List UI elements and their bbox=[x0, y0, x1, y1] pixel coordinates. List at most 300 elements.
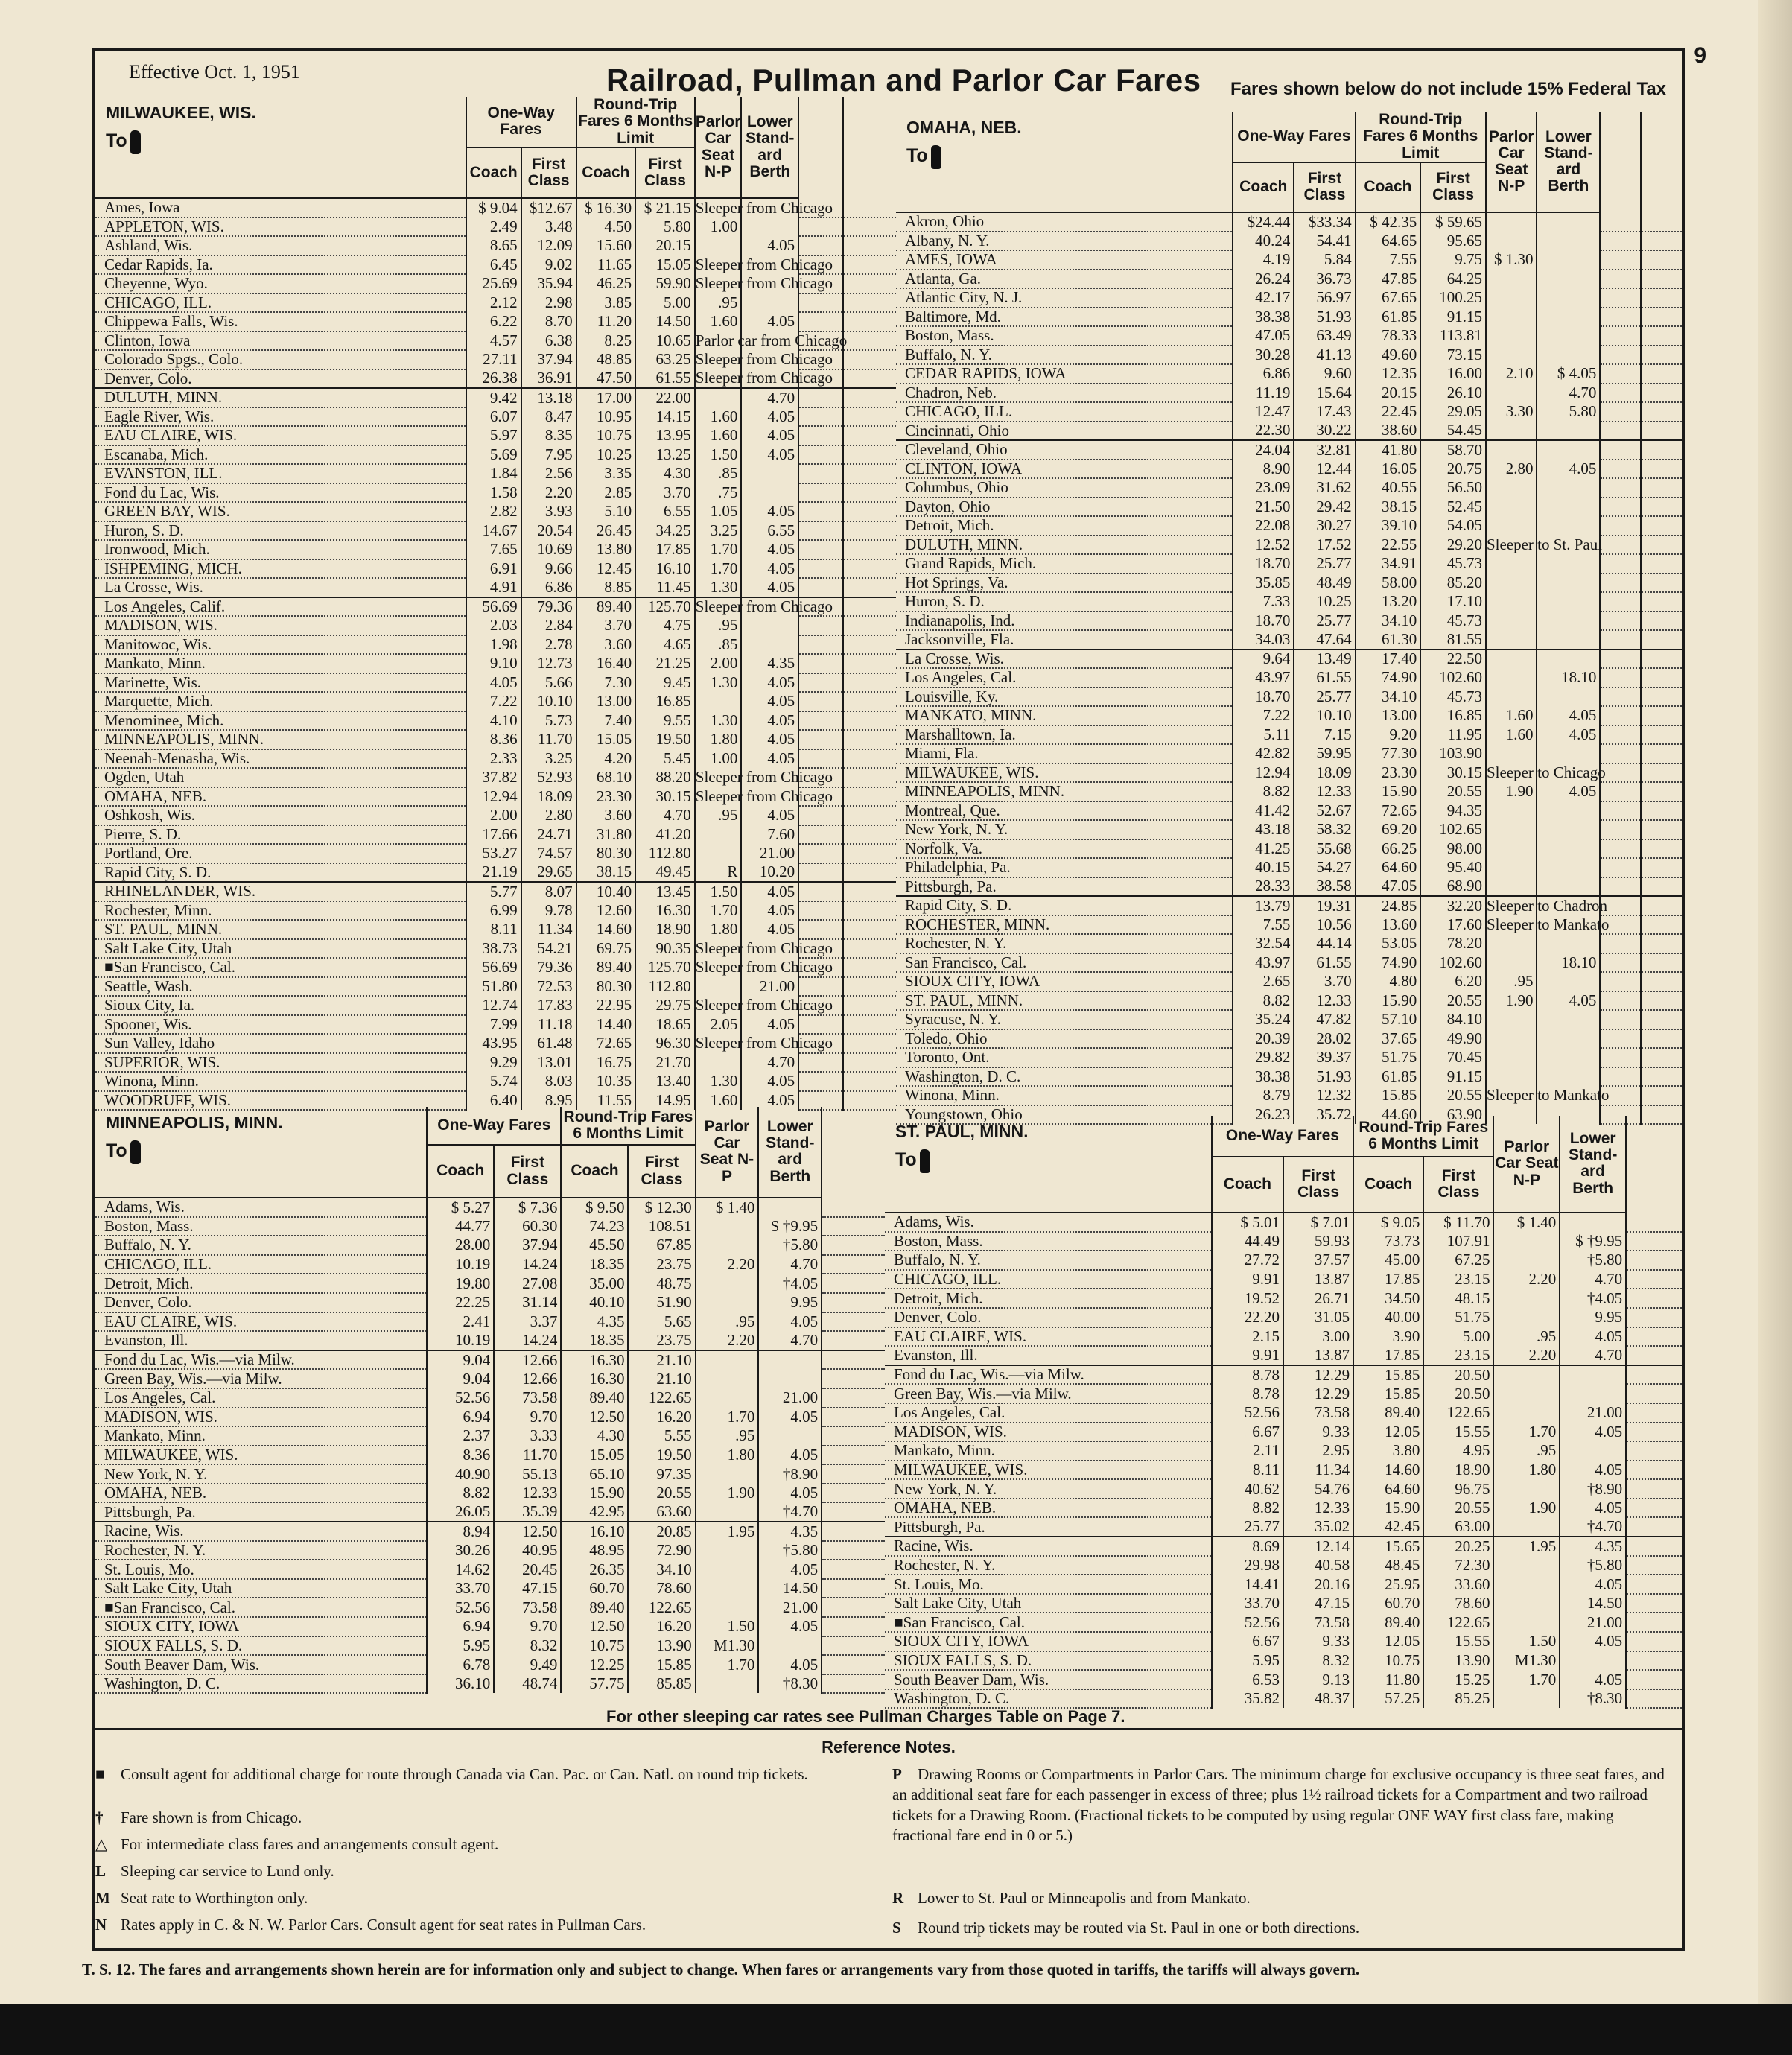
fare-value: 42.95 bbox=[561, 1502, 628, 1522]
fare-value: 54.76 bbox=[1283, 1479, 1353, 1499]
blank-cell bbox=[843, 521, 896, 541]
blank-cell bbox=[798, 711, 843, 731]
destination-name: Chadron, Neb. bbox=[896, 384, 1233, 403]
destination-name: MINNEAPOLIS, MINN. bbox=[896, 782, 1233, 801]
fare-value: 9.66 bbox=[521, 559, 576, 579]
pointing-hand-icon bbox=[920, 1149, 930, 1173]
blank-cell bbox=[1600, 498, 1641, 517]
lower-berth-fare bbox=[1537, 592, 1600, 612]
fare-row bbox=[885, 1384, 1682, 1403]
blank-cell bbox=[1641, 763, 1682, 783]
fare-value: 10.19 bbox=[427, 1331, 494, 1350]
parlor-seat-fare: 1.50 bbox=[1493, 1632, 1560, 1651]
fare-value: 25.77 bbox=[1294, 612, 1355, 631]
fare-value: 12.50 bbox=[561, 1408, 628, 1427]
blank-cell bbox=[1641, 402, 1682, 422]
lower-berth-fare: 4.35 bbox=[758, 1522, 822, 1541]
blank-column-header bbox=[843, 97, 896, 198]
fare-value: 12.33 bbox=[1294, 782, 1355, 801]
parlor-seat-fare: 1.90 bbox=[1493, 1499, 1560, 1518]
blank-cell bbox=[1600, 820, 1641, 839]
lower-berth-fare: 4.05 bbox=[1560, 1499, 1626, 1518]
lower-berth-fare: 4.05 bbox=[741, 407, 798, 427]
fare-value: 44.14 bbox=[1294, 934, 1355, 953]
destination-name: Miami, Fla. bbox=[896, 744, 1233, 763]
blank-cell bbox=[1626, 1365, 1682, 1385]
blank-cell bbox=[1626, 1384, 1682, 1403]
fare-value: 89.40 bbox=[561, 1388, 628, 1408]
parlor-seat-fare bbox=[1486, 612, 1537, 631]
fare-value: 20.16 bbox=[1283, 1575, 1353, 1594]
fare-value: 12.45 bbox=[576, 559, 636, 579]
blank-cell bbox=[1641, 308, 1682, 327]
destination-name: Washington, D. C. bbox=[896, 1067, 1233, 1087]
fare-value: 40.55 bbox=[1356, 478, 1421, 498]
blank-cell bbox=[822, 1426, 885, 1446]
fare-value: 23.30 bbox=[576, 787, 636, 807]
fare-value: 21.70 bbox=[635, 1053, 695, 1073]
destination-name: Winona, Minn. bbox=[896, 1086, 1233, 1105]
fare-value: 88.20 bbox=[635, 768, 695, 787]
blank-cell bbox=[1641, 554, 1682, 574]
round-trip-header: Round-Trip Fares 6 Months Limit bbox=[576, 97, 695, 147]
lower-berth-fare: 5.80 bbox=[1537, 402, 1600, 422]
section-milwaukee bbox=[95, 96, 896, 1109]
fare-row bbox=[95, 1655, 885, 1674]
destination-name: South Beaver Dam, Wis. bbox=[885, 1670, 1212, 1689]
blank-cell bbox=[843, 483, 896, 503]
destination-name: MILWAUKEE, WIS. bbox=[885, 1461, 1212, 1480]
parlor-seat-fare: 1.50 bbox=[695, 882, 742, 901]
fare-value: 35.39 bbox=[494, 1502, 561, 1522]
fare-value: 8.94 bbox=[427, 1522, 494, 1541]
fare-value: 96.75 bbox=[1423, 1479, 1493, 1499]
fare-value: 2.15 bbox=[1212, 1327, 1283, 1347]
fare-value: 52.93 bbox=[521, 768, 576, 787]
blank-column-header bbox=[798, 97, 843, 198]
fare-row bbox=[95, 559, 896, 579]
fare-value: 48.45 bbox=[1353, 1556, 1423, 1575]
destination-name: EAU CLAIRE, WIS. bbox=[95, 1312, 427, 1332]
fare-value: 12.60 bbox=[576, 901, 636, 921]
fare-value: 40.00 bbox=[1353, 1308, 1423, 1327]
blank-cell bbox=[798, 844, 843, 863]
fare-value: 9.13 bbox=[1283, 1670, 1353, 1689]
blank-cell bbox=[1600, 744, 1641, 763]
blank-cell bbox=[1600, 288, 1641, 308]
fare-value: 64.60 bbox=[1356, 858, 1421, 877]
fare-value: 4.75 bbox=[635, 616, 695, 635]
fare-value: 15.85 bbox=[1353, 1365, 1423, 1385]
lower-berth-fare bbox=[758, 1636, 822, 1656]
parlor-seat-fare: 3.30 bbox=[1486, 402, 1537, 422]
blank-cell bbox=[843, 578, 896, 597]
fare-value: 32.81 bbox=[1294, 440, 1355, 460]
fare-value: 3.70 bbox=[1294, 972, 1355, 991]
blank-cell bbox=[798, 217, 843, 237]
fare-value: 122.65 bbox=[1423, 1403, 1493, 1423]
blank-cell bbox=[1641, 706, 1682, 725]
round-trip-header: Round-Trip Fares 6 Months Limit bbox=[1353, 1116, 1493, 1157]
lower-berth-fare: 4.05 bbox=[741, 673, 798, 693]
parlor-seat-fare: 1.05 bbox=[695, 502, 742, 521]
fare-value: 37.65 bbox=[1356, 1029, 1421, 1049]
fare-row bbox=[95, 901, 896, 921]
fare-value: 7.15 bbox=[1294, 725, 1355, 745]
blank-cell bbox=[1641, 516, 1682, 536]
blank-cell bbox=[1641, 972, 1682, 991]
fare-row bbox=[896, 668, 1682, 687]
destination-name: Buffalo, N. Y. bbox=[896, 346, 1233, 365]
blank-cell bbox=[822, 1674, 885, 1694]
fare-value: 4.30 bbox=[561, 1426, 628, 1446]
lower-berth-fare: 7.60 bbox=[741, 825, 798, 845]
fare-value: 7.22 bbox=[1233, 706, 1294, 725]
fare-value: 1.98 bbox=[466, 635, 521, 655]
blank-cell bbox=[1600, 1048, 1641, 1067]
fare-value: 38.15 bbox=[576, 863, 636, 883]
fare-value: 10.56 bbox=[1294, 915, 1355, 935]
fare-value: 8.35 bbox=[521, 426, 576, 445]
fare-value: 47.82 bbox=[1294, 1010, 1355, 1029]
blank-cell bbox=[798, 692, 843, 711]
destination-name: Los Angeles, Cal. bbox=[885, 1403, 1212, 1423]
blank-cell bbox=[1626, 1327, 1682, 1347]
note-text: Seat rate to Worthington only. bbox=[121, 1889, 308, 1907]
fare-row bbox=[885, 1689, 1682, 1709]
blank-cell bbox=[1600, 212, 1641, 232]
blank-cell bbox=[1600, 554, 1641, 574]
fare-value: 47.15 bbox=[1283, 1594, 1353, 1613]
fare-value: 14.24 bbox=[494, 1255, 561, 1274]
fare-row bbox=[95, 939, 896, 959]
parlor-seat-fare: 1.30 bbox=[695, 673, 742, 693]
fare-row bbox=[95, 274, 896, 293]
blank-cell bbox=[798, 502, 843, 521]
fare-row bbox=[896, 516, 1682, 536]
blank-cell bbox=[822, 1617, 885, 1636]
fare-row bbox=[95, 1484, 885, 1503]
blank-cell bbox=[798, 521, 843, 541]
parlor-seat-fare bbox=[1486, 270, 1537, 289]
fare-value: 72.30 bbox=[1423, 1556, 1493, 1575]
footer-disclaimer: T. S. 12. The fares and arrangements shown herein are for information only and subject to change. When fares or arrangements vary from those quoted in tariffs, the tariffs will always govern. bbox=[82, 1960, 1360, 1978]
parlor-seat-fare: Sleeper from Chicago bbox=[695, 350, 833, 369]
parlor-seat-fare bbox=[1493, 1308, 1560, 1327]
note-text: Lower to St. Paul or Minneapolis and from Mankato. bbox=[918, 1889, 1251, 1907]
fare-value: 18.90 bbox=[635, 920, 695, 939]
destination-name: Louisville, Ky. bbox=[896, 687, 1233, 707]
fare-row bbox=[885, 1251, 1682, 1270]
fare-value: 73.58 bbox=[1283, 1403, 1353, 1423]
fare-row bbox=[896, 991, 1682, 1011]
to-text: To bbox=[106, 1140, 127, 1161]
fare-value: 48.74 bbox=[494, 1674, 561, 1694]
fare-value: 5.95 bbox=[1212, 1651, 1283, 1671]
parlor-seat-fare: .95 bbox=[1493, 1327, 1560, 1347]
blank-column-header bbox=[822, 1107, 885, 1198]
fare-value: $12.67 bbox=[521, 198, 576, 217]
parlor-seat-fare bbox=[696, 1274, 759, 1293]
destination-name: ST. PAUL, MINN. bbox=[95, 920, 466, 939]
fare-value: 13.20 bbox=[1356, 592, 1421, 612]
blank-column-header bbox=[1626, 1116, 1682, 1213]
fare-value: 3.70 bbox=[635, 483, 695, 503]
fare-value: 72.65 bbox=[1356, 801, 1421, 821]
fare-value: 107.91 bbox=[1423, 1232, 1493, 1251]
blank-cell bbox=[1600, 440, 1641, 460]
blank-cell bbox=[798, 977, 843, 997]
fare-row bbox=[95, 616, 896, 635]
fare-value: 73.58 bbox=[1283, 1613, 1353, 1632]
parlor-seat-fare: 1.90 bbox=[696, 1484, 759, 1503]
fare-value: 40.24 bbox=[1233, 232, 1294, 251]
destination-name: Ashland, Wis. bbox=[95, 236, 466, 255]
blank-cell bbox=[1600, 706, 1641, 725]
blank-cell bbox=[1600, 478, 1641, 498]
fare-row bbox=[885, 1594, 1682, 1613]
destination-name: Ames, Iowa bbox=[95, 198, 466, 217]
fare-row bbox=[896, 839, 1682, 859]
parlor-seat-fare: 1.60 bbox=[695, 312, 742, 331]
parlor-seat-fare: 1.30 bbox=[695, 578, 742, 597]
lower-berth-fare bbox=[1537, 630, 1600, 649]
fare-value: 47.05 bbox=[1233, 326, 1294, 346]
blank-cell bbox=[843, 882, 896, 901]
fare-row bbox=[896, 498, 1682, 517]
destination-name: Denver, Colo. bbox=[95, 1293, 427, 1312]
lower-berth-fare: $ 4.05 bbox=[1537, 364, 1600, 384]
fare-value: 8.11 bbox=[466, 920, 521, 939]
fare-value: 3.70 bbox=[576, 616, 636, 635]
destination-name: Rochester, N. Y. bbox=[896, 934, 1233, 953]
lower-berth-fare: 4.05 bbox=[741, 920, 798, 939]
destination-name: Adams, Wis. bbox=[95, 1198, 427, 1217]
fare-value: 9.33 bbox=[1283, 1632, 1353, 1651]
destination-name: Pittsburgh, Pa. bbox=[885, 1517, 1212, 1537]
fare-value: 2.78 bbox=[521, 635, 576, 655]
fare-value: 122.65 bbox=[1423, 1613, 1493, 1632]
fare-value: 8.82 bbox=[427, 1484, 494, 1503]
lower-berth-fare: 21.00 bbox=[741, 977, 798, 997]
fare-value: 3.85 bbox=[576, 293, 636, 313]
fare-value: 112.80 bbox=[635, 844, 695, 863]
fare-value: 63.25 bbox=[635, 350, 695, 369]
fare-value: 5.10 bbox=[576, 502, 636, 521]
blank-cell bbox=[1600, 1029, 1641, 1049]
section-omaha bbox=[896, 111, 1682, 1123]
fare-value: 18.70 bbox=[1233, 687, 1294, 707]
lower-berth-fare: †5.80 bbox=[1560, 1251, 1626, 1270]
destination-name: Philadelphia, Pa. bbox=[896, 858, 1233, 877]
blank-cell bbox=[798, 540, 843, 559]
lower-berth-fare bbox=[741, 616, 798, 635]
destination-name: Denver, Colo. bbox=[95, 369, 466, 389]
lower-berth-fare: 4.70 bbox=[758, 1331, 822, 1350]
fare-value: 15.85 bbox=[1353, 1384, 1423, 1403]
blank-cell bbox=[1600, 801, 1641, 821]
section-title: ST. PAUL, MINN. bbox=[895, 1122, 1029, 1141]
lower-berth-fare: 4.05 bbox=[1560, 1575, 1626, 1594]
first-class-header: First Class bbox=[628, 1145, 695, 1198]
blank-cell bbox=[1641, 649, 1682, 669]
fare-value: 61.30 bbox=[1356, 630, 1421, 649]
fare-value: 20.75 bbox=[1420, 460, 1486, 479]
fare-value: 43.97 bbox=[1233, 668, 1294, 687]
lower-berth-fare: 21.00 bbox=[758, 1598, 822, 1617]
fare-value: 54.27 bbox=[1294, 858, 1355, 877]
lower-berth-fare bbox=[1537, 1067, 1600, 1087]
fare-value: 44.49 bbox=[1212, 1232, 1283, 1251]
fare-value: 35.82 bbox=[1212, 1689, 1283, 1709]
destination-name: Toronto, Ont. bbox=[896, 1048, 1233, 1067]
parlor-seat-fare: 1.70 bbox=[695, 540, 742, 559]
parlor-seat-fare: 1.95 bbox=[1493, 1537, 1560, 1556]
destination-name: Buffalo, N. Y. bbox=[95, 1236, 427, 1255]
blank-cell bbox=[843, 407, 896, 427]
fare-value: 36.10 bbox=[427, 1674, 494, 1694]
fare-row bbox=[95, 255, 896, 275]
parlor-seat-fare bbox=[696, 1217, 759, 1236]
destination-name: Eagle River, Wis. bbox=[95, 407, 466, 427]
coach-header: Coach bbox=[466, 147, 521, 198]
blank-cell bbox=[1600, 839, 1641, 859]
fare-value: 9.91 bbox=[1212, 1346, 1283, 1365]
destination-name: Indianapolis, Ind. bbox=[896, 612, 1233, 631]
lower-berth-fare: †5.80 bbox=[1560, 1556, 1626, 1575]
parlor-seat-fare bbox=[1486, 308, 1537, 327]
fare-value: 18.65 bbox=[635, 1015, 695, 1035]
fare-value: 5.77 bbox=[466, 882, 521, 901]
fare-value: 38.58 bbox=[1294, 877, 1355, 897]
fare-value: 84.10 bbox=[1420, 1010, 1486, 1029]
fare-row bbox=[896, 592, 1682, 612]
blank-cell bbox=[1600, 250, 1641, 270]
fare-value: 35.94 bbox=[521, 274, 576, 293]
fare-value: 44.60 bbox=[1356, 1105, 1421, 1125]
fare-value: 8.78 bbox=[1212, 1384, 1283, 1403]
fare-value: 9.64 bbox=[1233, 649, 1294, 669]
lower-berth-fare: 18.10 bbox=[1537, 953, 1600, 973]
parlor-seat-fare: Sleeper from Chicago bbox=[695, 369, 833, 387]
fare-value: 35.85 bbox=[1233, 574, 1294, 593]
fare-value: 49.45 bbox=[635, 863, 695, 883]
fare-value: 11.55 bbox=[576, 1091, 636, 1111]
lower-berth-fare bbox=[1560, 1651, 1626, 1671]
lower-berth-fare bbox=[1537, 440, 1600, 460]
fare-row bbox=[885, 1537, 1682, 1556]
blank-cell bbox=[843, 749, 896, 769]
blank-cell bbox=[822, 1636, 885, 1656]
fare-value: 60.30 bbox=[494, 1217, 561, 1236]
lower-berth-fare: 6.55 bbox=[741, 521, 798, 541]
fare-value: 2.33 bbox=[466, 749, 521, 769]
fare-value: 11.18 bbox=[521, 1015, 576, 1035]
blank-cell bbox=[1600, 668, 1641, 687]
blank-cell bbox=[843, 236, 896, 255]
destination-name: SIOUX FALLS, S. D. bbox=[885, 1651, 1212, 1671]
fare-value: 59.90 bbox=[635, 274, 695, 293]
parlor-seat-fare bbox=[695, 844, 742, 863]
parlor-seat-fare bbox=[1493, 1594, 1560, 1613]
parlor-seat-fare: Sleeper from Chicago bbox=[695, 274, 833, 293]
fare-value: 7.22 bbox=[466, 692, 521, 711]
blank-cell bbox=[1626, 1270, 1682, 1289]
destination-header bbox=[95, 1107, 427, 1198]
parlor-seat-fare: .95 bbox=[695, 293, 742, 313]
fare-value: 80.30 bbox=[576, 844, 636, 863]
lower-berth-fare: 4.05 bbox=[758, 1655, 822, 1674]
parlor-seat-fare bbox=[696, 1464, 759, 1484]
fare-row bbox=[885, 1365, 1682, 1385]
fare-value: 27.72 bbox=[1212, 1251, 1283, 1270]
fare-value: 5.11 bbox=[1233, 725, 1294, 745]
fare-value: 8.36 bbox=[427, 1446, 494, 1465]
page-title: Railroad, Pullman and Parlor Car Fares bbox=[606, 63, 1201, 98]
fare-value: 22.30 bbox=[1233, 422, 1294, 441]
fare-value: 21.19 bbox=[466, 863, 521, 883]
fare-value: 15.25 bbox=[1423, 1670, 1493, 1689]
lower-berth-fare: 4.05 bbox=[741, 711, 798, 731]
fare-value: 61.85 bbox=[1356, 308, 1421, 327]
lower-berth-fare: †8.30 bbox=[758, 1674, 822, 1694]
fare-row bbox=[896, 630, 1682, 649]
fare-row bbox=[896, 744, 1682, 763]
fare-value: 29.82 bbox=[1233, 1048, 1294, 1067]
blank-cell bbox=[1600, 574, 1641, 593]
fare-value: 85.25 bbox=[1423, 1689, 1493, 1709]
fare-value: 64.60 bbox=[1353, 1479, 1423, 1499]
parlor-seat-fare bbox=[696, 1369, 759, 1388]
blank-cell bbox=[1641, 1086, 1682, 1105]
parlor-seat-fare bbox=[696, 1560, 759, 1579]
parlor-seat-fare: 1.70 bbox=[1493, 1670, 1560, 1689]
fare-value: 91.15 bbox=[1420, 1067, 1486, 1087]
fare-row bbox=[885, 1289, 1682, 1308]
fare-value: 18.70 bbox=[1233, 554, 1294, 574]
fare-value: 5.69 bbox=[466, 445, 521, 465]
parlor-seat-fare: $ 1.30 bbox=[1486, 250, 1537, 270]
lower-berth-fare bbox=[1537, 877, 1600, 897]
fare-value: 14.24 bbox=[494, 1331, 561, 1350]
blank-cell bbox=[1600, 384, 1641, 403]
blank-cell bbox=[822, 1350, 885, 1370]
parlor-seat-fare bbox=[1486, 934, 1537, 953]
fare-row bbox=[95, 369, 896, 389]
fare-value: 72.53 bbox=[521, 977, 576, 997]
fare-value: 48.95 bbox=[561, 1541, 628, 1560]
fare-value: 43.95 bbox=[466, 1034, 521, 1053]
lower-berth-fare bbox=[1537, 1048, 1600, 1067]
fare-value: 65.10 bbox=[561, 1464, 628, 1484]
fare-value: 5.74 bbox=[466, 1072, 521, 1091]
fare-row bbox=[95, 749, 896, 769]
destination-name: ■San Francisco, Cal. bbox=[95, 958, 466, 977]
blank-cell bbox=[1600, 991, 1641, 1011]
fare-value: 7.65 bbox=[466, 540, 521, 559]
parlor-seat-fare bbox=[1486, 953, 1537, 973]
destination-name: Manitowoc, Wis. bbox=[95, 635, 466, 655]
fare-value: 23.75 bbox=[628, 1255, 695, 1274]
destination-name: Rochester, N. Y. bbox=[95, 1541, 427, 1560]
blank-cell bbox=[1641, 877, 1682, 897]
fare-value: 25.77 bbox=[1212, 1517, 1283, 1537]
fare-value: 23.09 bbox=[1233, 478, 1294, 498]
fare-row bbox=[95, 1579, 885, 1598]
fare-value: 12.29 bbox=[1283, 1384, 1353, 1403]
blank-cell bbox=[843, 350, 896, 369]
blank-cell bbox=[822, 1236, 885, 1255]
